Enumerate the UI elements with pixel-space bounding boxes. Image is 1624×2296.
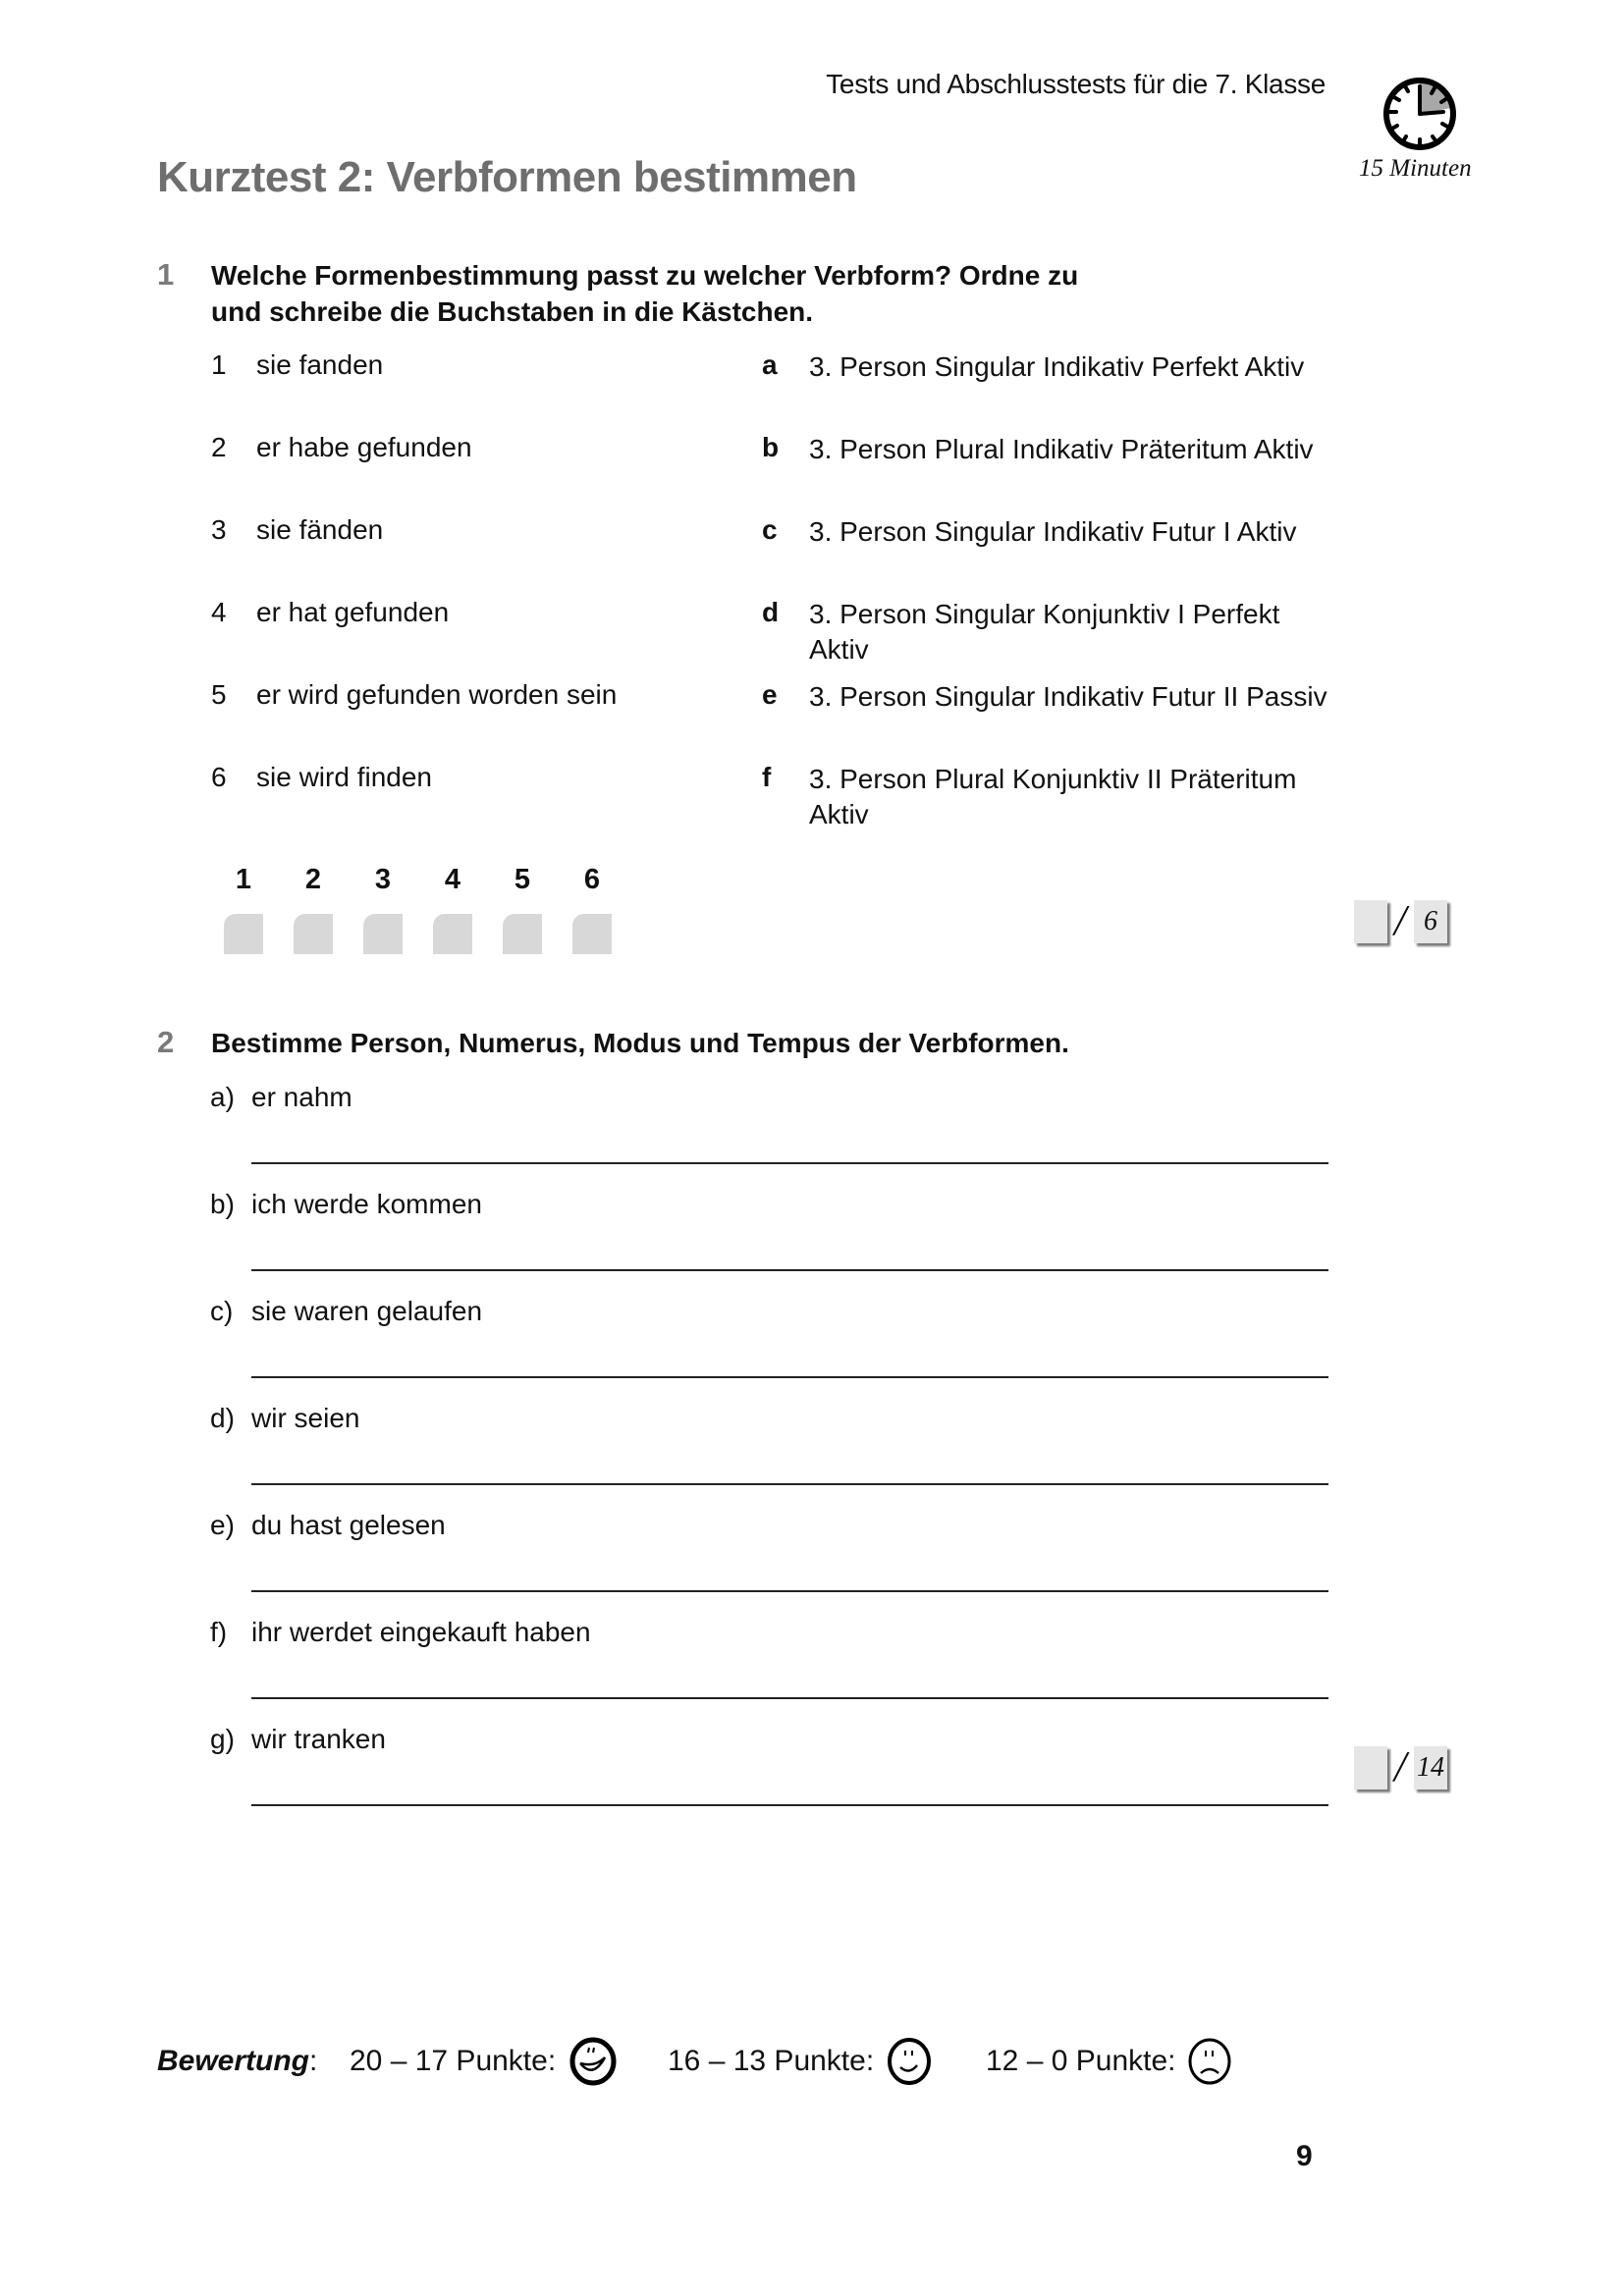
item-label: e) [210,1510,235,1540]
task-1-score-input[interactable] [1354,900,1387,943]
task-2-score-input[interactable] [1354,1746,1387,1789]
rating-range-3: 12 – 0 Punkte: [986,2045,1176,2077]
description-letter: a [762,349,778,380]
task-1-instruction-line-2: und schreibe die Buchstaben in die Kästchen. [211,296,814,327]
rating-range-2: 16 – 13 Punkte: [668,2045,875,2077]
description-letter: e [762,679,778,710]
verb-form: ihr werdet eingekauft haben [251,1617,591,1647]
item-label: a) [210,1082,235,1112]
verb-form: wir tranken [251,1724,386,1754]
description-letter: b [762,432,780,462]
answer-label: 3 [374,864,392,895]
description-letter: f [762,762,772,792]
answer-box-6[interactable] [572,914,612,954]
answer-box-1[interactable] [224,914,263,954]
verb-form: er nahm [251,1082,352,1112]
verb-form: du hast gelesen [251,1510,446,1540]
form-description: 3. Person Plural Konjunktiv II Präteritum Aktiv [809,764,1297,829]
sad-smiley-icon [1184,2036,1235,2087]
score-slash: / [1394,896,1407,944]
verb-form: er habe gefunden [256,432,472,462]
item-label: c) [210,1296,234,1326]
verb-form-number: 2 [211,432,227,462]
answer-label: 4 [444,864,461,895]
item-label: d) [210,1403,235,1433]
answer-label: 5 [514,864,531,895]
verb-form-number: 4 [211,597,227,627]
laughing-smiley-icon [568,2036,619,2087]
item-label: b) [210,1189,235,1219]
form-description: 3. Person Singular Indikativ Perfekt Aktiv [809,351,1305,382]
description-letter: c [762,514,778,545]
time-limit-label: 15 Minuten [1359,155,1472,182]
verb-form: sie waren gelaufen [251,1296,483,1326]
answer-line-a[interactable] [251,1162,1328,1164]
answer-line-d[interactable] [251,1483,1328,1485]
smiling-smiley-icon [884,2036,935,2087]
verb-form-number: 1 [211,349,227,380]
task-2-number: 2 [157,1025,175,1059]
clock-icon [1379,73,1461,155]
answer-box-3[interactable] [363,914,403,954]
answer-line-c[interactable] [251,1376,1328,1378]
answer-line-b[interactable] [251,1269,1328,1271]
description-letter: d [762,597,780,627]
verb-form-number: 5 [211,679,227,710]
rating-label: Bewertung: [157,2045,318,2077]
answer-box-5[interactable] [503,914,542,954]
item-label: g) [210,1724,235,1754]
answer-box-4[interactable] [433,914,472,954]
form-description: 3. Person Singular Konjunktiv I Perfekt Aktiv [809,599,1280,665]
form-description: 3. Person Plural Indikativ Präteritum Aktiv [809,434,1314,464]
task-1-number: 1 [157,257,175,292]
verb-form-number: 6 [211,762,227,792]
task-1-score-total: 6 [1414,900,1447,943]
task-1-instruction-line-1: Welche Formenbestimmung passt zu welcher Verbform? Ordne zu [211,260,1079,291]
verb-form: er hat gefunden [256,597,450,627]
task-2-instruction: Bestimme Person, Numerus, Modus und Tempus der Verbformen. [211,1028,1069,1058]
verb-form: er wird gefunden worden sein [256,679,618,710]
answer-label: 1 [235,864,252,895]
verb-form: sie fänden [256,514,384,545]
answer-line-f[interactable] [251,1697,1328,1699]
form-description: 3. Person Singular Indikativ Futur II Passiv [809,681,1327,712]
verb-form: sie wird finden [256,762,432,792]
verb-form-number: 3 [211,514,227,545]
page-title: Kurztest 2: Verbformen bestimmen [157,153,857,201]
answer-box-2[interactable] [294,914,333,954]
task-2-score-total: 14 [1414,1746,1447,1789]
verb-form: wir seien [251,1403,360,1433]
verb-form: sie fanden [256,349,384,380]
item-label: f) [210,1617,228,1647]
answer-label: 2 [304,864,322,895]
form-description: 3. Person Singular Indikativ Futur I Aktiv [809,516,1297,547]
running-title: Tests und Abschlusstests für die 7. Klasse [826,69,1326,99]
rating-range-1: 20 – 17 Punkte: [350,2045,557,2077]
verb-form: ich werde kommen [251,1189,482,1219]
answer-line-e[interactable] [251,1590,1328,1592]
answer-label: 6 [583,864,601,895]
answer-line-g[interactable] [251,1804,1328,1806]
task-1-instruction [211,257,1193,330]
score-slash: / [1394,1742,1407,1790]
page-number: 9 [1296,2140,1313,2172]
